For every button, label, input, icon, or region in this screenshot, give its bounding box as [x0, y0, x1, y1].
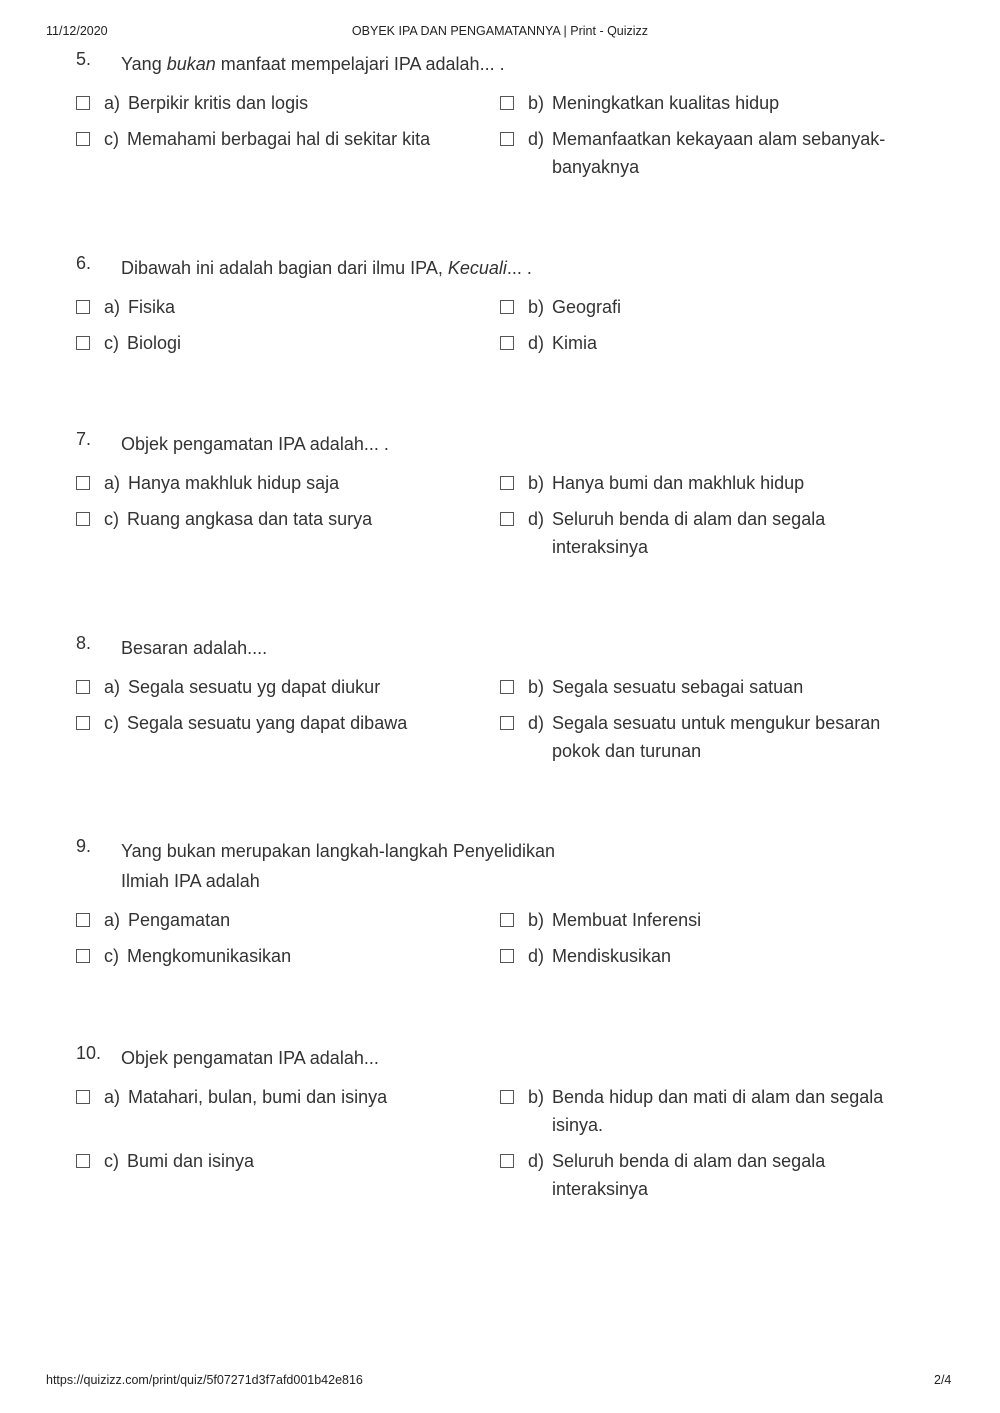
footer-url: https://quizizz.com/print/quiz/5f07271d3f7afd001b42e816 — [46, 1373, 363, 1387]
option-c[interactable]: c) Ruang angkasa dan tata surya — [76, 505, 500, 561]
checkbox[interactable] — [500, 476, 514, 490]
option-a[interactable]: a) Hanya makhluk hidup saja — [76, 469, 500, 497]
checkbox[interactable] — [76, 476, 90, 490]
question-10 — [76, 1043, 926, 1203]
page-number: 2/4 — [934, 1373, 952, 1387]
option-b[interactable]: b) Meningkatkan kualitas hidup — [500, 89, 926, 117]
question-text: Dibawah ini adalah bagian dari ilmu IPA, Kecuali... . — [121, 258, 532, 278]
question-number: 10. — [76, 1043, 102, 1063]
question-number: 7. — [76, 429, 92, 449]
option-b[interactable]: b) Benda hidup dan mati di alam dan segala isinya. — [500, 1083, 926, 1139]
option-c[interactable]: c) Segala sesuatu yang dapat dibawa — [76, 709, 500, 765]
checkbox[interactable] — [500, 300, 514, 314]
question-number: 9. — [76, 836, 92, 856]
question-number: 8. — [76, 633, 92, 653]
question-9 — [76, 836, 926, 970]
checkbox[interactable] — [500, 680, 514, 694]
question-6 — [76, 253, 926, 357]
option-a[interactable]: a) Berpikir kritis dan logis — [76, 89, 500, 117]
question-text: Besaran adalah.... — [121, 638, 268, 658]
question-text: Objek pengamatan IPA adalah... . — [121, 434, 389, 454]
option-c[interactable]: c) Mengkomunikasikan — [76, 942, 500, 970]
checkbox[interactable] — [500, 1154, 514, 1168]
checkbox[interactable] — [76, 949, 90, 963]
question-7 — [76, 429, 926, 561]
option-d[interactable]: d) Segala sesuatu untuk mengukur besaran pokok dan turunan — [500, 709, 926, 765]
checkbox[interactable] — [76, 300, 90, 314]
checkbox[interactable] — [76, 716, 90, 730]
option-a[interactable]: a) Fisika — [76, 293, 500, 321]
option-c[interactable]: c) Memahami berbagai hal di sekitar kita — [76, 125, 500, 181]
option-d[interactable]: d) Seluruh benda di alam dan segala interaksinya — [500, 505, 926, 561]
checkbox[interactable] — [76, 96, 90, 110]
option-c[interactable]: c) Bumi dan isinya — [76, 1147, 500, 1203]
checkbox[interactable] — [76, 913, 90, 927]
question-8 — [76, 633, 926, 765]
option-d[interactable]: d) Kimia — [500, 329, 926, 357]
checkbox[interactable] — [500, 132, 514, 146]
checkbox[interactable] — [500, 1090, 514, 1104]
question-number: 6. — [76, 253, 92, 273]
checkbox[interactable] — [500, 336, 514, 350]
option-a[interactable]: a) Matahari, bulan, bumi dan isinya — [76, 1083, 500, 1139]
checkbox[interactable] — [500, 512, 514, 526]
option-b[interactable]: b) Geografi — [500, 293, 926, 321]
checkbox[interactable] — [76, 132, 90, 146]
print-date: 11/12/2020 — [46, 24, 108, 38]
question-5 — [76, 49, 926, 181]
checkbox[interactable] — [76, 680, 90, 694]
checkbox[interactable] — [76, 336, 90, 350]
option-a[interactable]: a) Pengamatan — [76, 906, 500, 934]
option-a[interactable]: a) Segala sesuatu yg dapat diukur — [76, 673, 500, 701]
checkbox[interactable] — [76, 1090, 90, 1104]
checkbox[interactable] — [500, 949, 514, 963]
checkbox[interactable] — [76, 512, 90, 526]
option-b[interactable]: b) Membuat Inferensi — [500, 906, 926, 934]
page-title: OBYEK IPA DAN PENGAMATANNYA | Print - Quizizz — [351, 24, 649, 38]
checkbox[interactable] — [76, 1154, 90, 1168]
question-number: 5. — [76, 49, 92, 69]
question-text: Yang bukan manfaat mempelajari IPA adalah... . — [121, 54, 505, 74]
option-d[interactable]: d) Mendiskusikan — [500, 942, 926, 970]
question-text: Objek pengamatan IPA adalah... — [121, 1048, 379, 1068]
checkbox[interactable] — [500, 913, 514, 927]
checkbox[interactable] — [500, 96, 514, 110]
option-b[interactable]: b) Segala sesuatu sebagai satuan — [500, 673, 926, 701]
option-d[interactable]: d) Memanfaatkan kekayaan alam sebanyak-banyaknya — [500, 125, 926, 181]
option-c[interactable]: c) Biologi — [76, 329, 500, 357]
option-d[interactable]: d) Seluruh benda di alam dan segala interaksinya — [500, 1147, 926, 1203]
checkbox[interactable] — [500, 716, 514, 730]
question-text: Yang bukan merupakan langkah-langkah Penyelidikan Ilmiah IPA adalah — [121, 841, 555, 891]
option-b[interactable]: b) Hanya bumi dan makhluk hidup — [500, 469, 926, 497]
